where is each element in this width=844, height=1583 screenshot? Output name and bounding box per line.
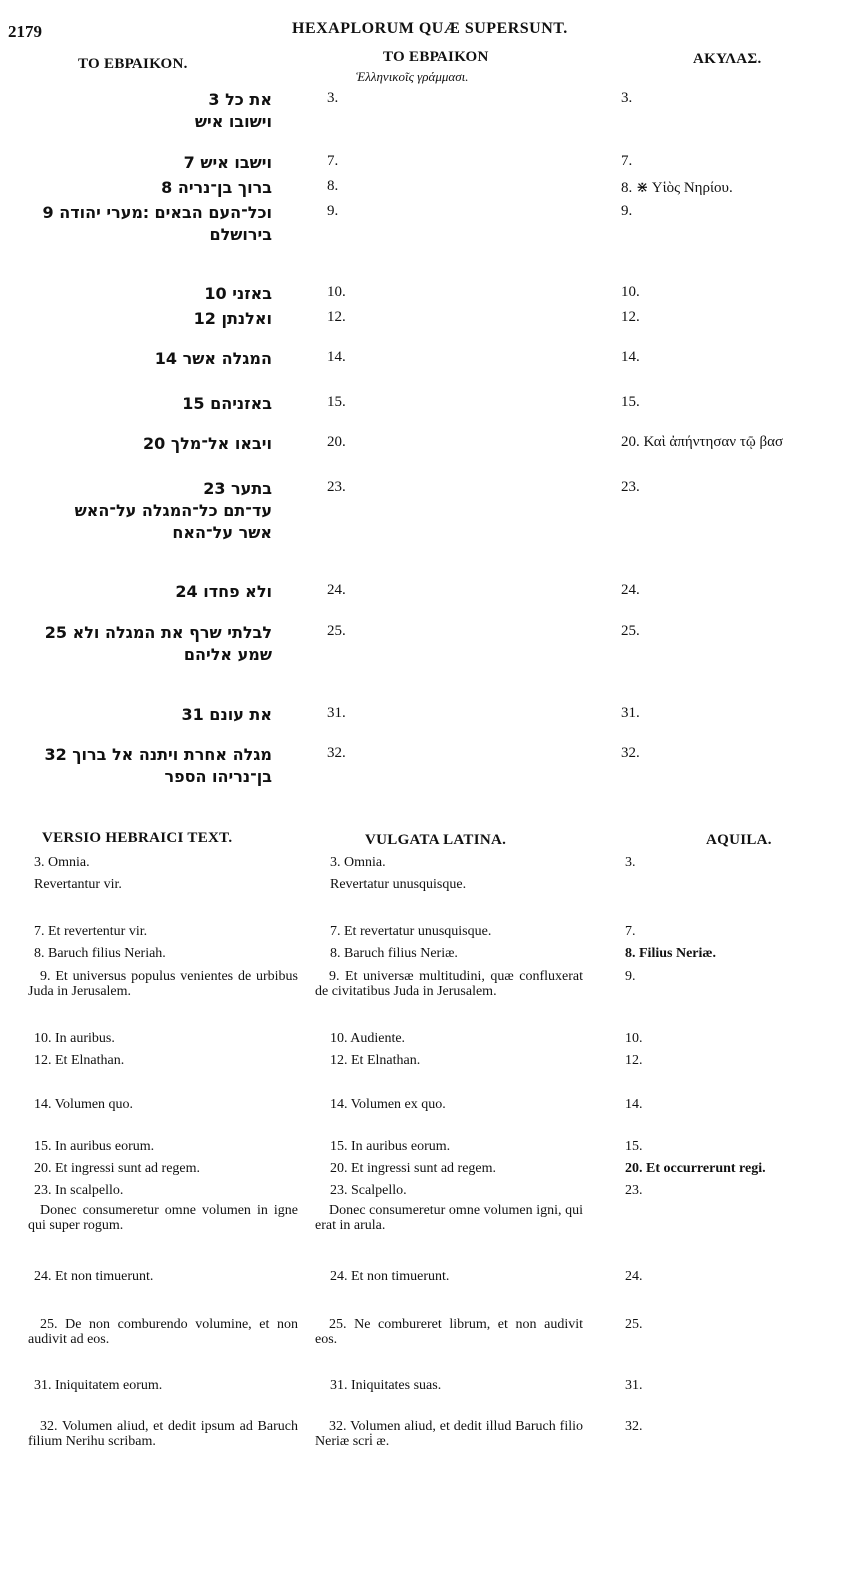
running-title: HEXAPLORUM QUÆ SUPERSUNT.	[292, 20, 568, 37]
page-number: 2179	[8, 22, 42, 41]
transliteration-verse: 3.	[327, 90, 339, 106]
versio-text: 32. Volumen aliud, et dedit ipsum ad Baruch filium Nerihu scribam.	[28, 1419, 298, 1449]
aquila-greek-verse: 9.	[621, 203, 633, 219]
hebrew-line: ברוך בן־נריה 8	[161, 178, 272, 197]
vulgata-text: Donec consumeretur omne volumen igni, qui erat in arula.	[315, 1203, 583, 1233]
transliteration-verse: 14.	[327, 349, 346, 365]
aquila-greek-verse: 25.	[621, 623, 640, 639]
aquila-greek-verse: 7.	[621, 153, 633, 169]
versio-text: 7. Et revertentur vir.	[34, 924, 148, 939]
versio-text: 3. Omnia.	[34, 855, 90, 870]
hebrew-line: ואלנתן 12	[193, 309, 272, 328]
transliteration-verse: 32.	[327, 745, 346, 761]
hebrew-line: שמע אליהם	[183, 645, 272, 664]
versio-text: Revertantur vir.	[34, 877, 122, 892]
versio-text: 10. In auribus.	[34, 1031, 115, 1046]
hebrew-line: לבלתי שרף את המגלה ולא 25	[44, 623, 272, 642]
versio-text: 23. In scalpello.	[34, 1183, 124, 1198]
vulgata-text: 10. Audiente.	[330, 1031, 406, 1046]
transliteration-verse: 24.	[327, 582, 346, 598]
header-hebrew: ΤΟ ΕΒΡΑΙΚΟΝ.	[78, 56, 188, 72]
transliteration-verse: 15.	[327, 394, 346, 410]
hebrew-line: בתער 23	[203, 479, 272, 498]
vulgata-text: 12. Et Elnathan.	[330, 1053, 421, 1068]
header-versio: VERSIO HEBRAICI TEXT.	[42, 830, 233, 846]
aquila-greek-verse: 8. ⋇ Υἱὸς Νηρίου.	[621, 180, 733, 196]
aquila-greek-verse: 32.	[621, 745, 640, 761]
aquila-latin-text: 9.	[625, 969, 636, 984]
versio-text: 20. Et ingressi sunt ad regem.	[34, 1161, 201, 1176]
transliteration-verse: 8.	[327, 178, 339, 194]
hebrew-line: אשר על־האח	[172, 523, 272, 542]
header-aquila-greek: ΑΚΥΛΑΣ.	[693, 51, 762, 67]
vulgata-text: 14. Volumen ex quo.	[330, 1097, 446, 1112]
vulgata-text: 31. Iniquitates suas.	[330, 1378, 442, 1393]
versio-text: 8. Baruch filius Neriah.	[34, 946, 166, 961]
transliteration-verse: 23.	[327, 479, 346, 495]
versio-text: 9. Et universus populus venientes de urbibus Juda in Jerusalem.	[28, 969, 298, 999]
aquila-greek-verse: 12.	[621, 309, 640, 325]
hebrew-line: את כל 3	[208, 90, 272, 109]
aquila-latin-text: 25.	[625, 1317, 643, 1332]
vulgata-text: 15. In auribus eorum.	[330, 1139, 451, 1154]
hebrew-line: באזניהם 15	[182, 394, 272, 413]
aquila-greek-verse: 10.	[621, 284, 640, 300]
vulgata-text: 3. Omnia.	[330, 855, 386, 870]
hebrew-line: ולא פחדו 24	[175, 582, 272, 601]
vulgata-text: 20. Et ingressi sunt ad regem.	[330, 1161, 497, 1176]
versio-text: 24. Et non timuerunt.	[34, 1269, 154, 1284]
versio-text: 25. De non comburendo volumine, et non audivit ad eos.	[28, 1317, 298, 1347]
hebrew-line: וישובו איש	[194, 112, 272, 131]
hebrew-line: בירושלם	[209, 225, 272, 244]
transliteration-verse: 31.	[327, 705, 346, 721]
hebrew-line: באזני 10	[204, 284, 272, 303]
aquila-latin-text: 10.	[625, 1031, 643, 1046]
transliteration-verse: 7.	[327, 153, 339, 169]
vulgata-text: 9. Et universæ multitudini, quæ confluxerat de civitatibus Juda in Jerusalem.	[315, 969, 583, 999]
header-aquila-latin: AQUILA.	[706, 832, 772, 848]
aquila-greek-verse: 14.	[621, 349, 640, 365]
aquila-latin-text: 20. Et occurrerunt regi.	[625, 1161, 766, 1176]
header-transliterated-sub: Ἑλληνικοῖς γράμμασι.	[356, 69, 469, 84]
versio-text: 15. In auribus eorum.	[34, 1139, 155, 1154]
hebrew-line: וכל־העם הבאים ׃מערי יהודה 9	[42, 203, 272, 222]
vulgata-text: 8. Baruch filius Neriæ.	[330, 946, 458, 961]
aquila-latin-text: 23.	[625, 1183, 643, 1198]
hebrew-line: ויבאו אל־מלך 20	[143, 434, 272, 453]
aquila-greek-verse: 31.	[621, 705, 640, 721]
versio-text: 14. Volumen quo.	[34, 1097, 134, 1112]
aquila-latin-text: 15.	[625, 1139, 643, 1154]
aquila-greek-verse: 23.	[621, 479, 640, 495]
aquila-greek-verse: 24.	[621, 582, 640, 598]
versio-text: 31. Iniquitatem eorum.	[34, 1378, 163, 1393]
vulgata-text: 24. Et non timuerunt.	[330, 1269, 450, 1284]
transliteration-verse: 9.	[327, 203, 339, 219]
aquila-latin-text: 31.	[625, 1378, 643, 1393]
aquila-greek-verse: 3.	[621, 90, 633, 106]
transliteration-verse: 10.	[327, 284, 346, 300]
transliteration-verse: 25.	[327, 623, 346, 639]
aquila-greek-verse: 15.	[621, 394, 640, 410]
aquila-latin-text: 8. Filius Neriæ.	[625, 946, 716, 961]
aquila-latin-text: 14.	[625, 1097, 643, 1112]
header-transliterated: ΤΟ ΕΒΡΑΙΚΟΝ	[383, 49, 489, 65]
header-vulgata: VULGATA LATINA.	[365, 832, 507, 848]
vulgata-text: 25. Ne combureret librum, et non audivit eos.	[315, 1317, 583, 1347]
hebrew-line: בן־נריהו הספר	[164, 767, 272, 786]
vulgata-text: Revertatur unusquisque.	[330, 877, 467, 892]
aquila-greek-verse: 20. Καὶ ἀπήντησαν τῷ βασ	[621, 434, 784, 450]
transliteration-verse: 12.	[327, 309, 346, 325]
aquila-latin-text: 3.	[625, 855, 636, 870]
transliteration-verse: 20.	[327, 434, 346, 450]
hebrew-line: המגלה אשר 14	[154, 349, 272, 368]
vulgata-text: 23. Scalpello.	[330, 1183, 407, 1198]
hebrew-line: עד־תם כל־המגלה על־האש	[74, 501, 272, 520]
versio-text: 12. Et Elnathan.	[34, 1053, 125, 1068]
vulgata-text: 32. Volumen aliud, et dedit illud Baruch filio Neriæ scri̇ æ.	[315, 1419, 583, 1449]
aquila-latin-text: 12.	[625, 1053, 643, 1068]
versio-text: Donec consumeretur omne volumen in igne qui super rogum.	[28, 1203, 298, 1233]
aquila-latin-text: 24.	[625, 1269, 643, 1284]
hebrew-line: את עונם 31	[181, 705, 272, 724]
hebrew-line: מגלה אחרת ויתנה אל ברוך 32	[44, 745, 272, 764]
hebrew-line: וישבו איש 7	[183, 153, 272, 172]
aquila-latin-text: 7.	[625, 924, 636, 939]
vulgata-text: 7. Et revertatur unusquisque.	[330, 924, 492, 939]
aquila-latin-text: 32.	[625, 1419, 643, 1434]
